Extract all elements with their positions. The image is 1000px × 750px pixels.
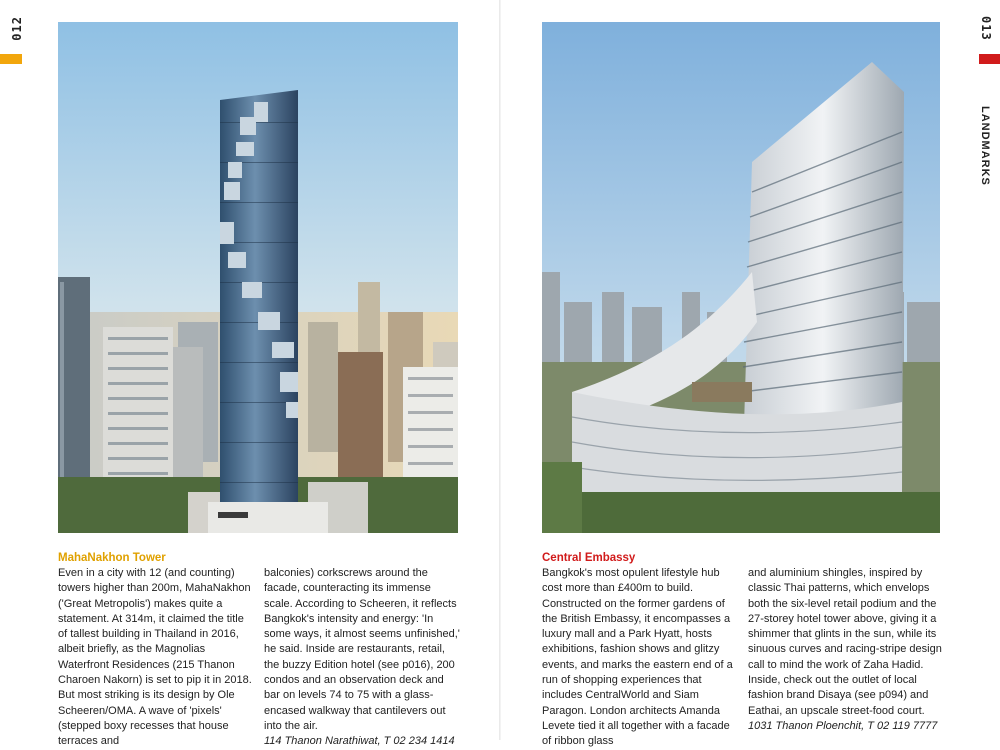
central-embassy-title: Central Embassy: [542, 552, 636, 564]
central-embassy-body-2: and aluminium shingles, inspired by classic Thai patterns, which envelops both the six-level retail podium and the 27-storey hotel tower above, giving it a shimmer that glints in the sun, while its sinuous curves and racing-stripe design call to mind the work of Zaha Hadid. Inside, check out the outlet of local fashion brand Disaya (see p094) and Eathai, an upscale street-food court.: [748, 567, 942, 717]
central-embassy-address: 1031 Thanon Ploenchit, T 02 119 7777: [748, 719, 938, 732]
mahanakhon-body-2: balconies) corkscrews around the facade, counteracting its immense scale. According to Scheeren, it reflects Bangkok's intensity and energy: 'In some ways, it almost seems unfinished,' he said. Inside are restaurants, retail, the buzzy Edition hotel (see p016), 200 condos and an observation deck and bar on levels 74 to 75 with a glass-encased walkway that cantilevers out into the air.: [264, 567, 460, 732]
mahanakhon-photo: [58, 22, 458, 533]
central-embassy-body-1: Bangkok's most opulent lifestyle hub cost more than £400m to build. Constructed on the former gardens of the British Embassy, it encompasses a luxury mall and a Park Hyatt, hosts exhibitions, fashion shows and glitzy events, and marks the eastern end of a run of shopping experiences that includes CentralWorld and Siam Paragon. London architects Amanda Levete tied it all together with a facade of ribbon glass: [542, 567, 733, 748]
central-embassy-column-1: [542, 566, 738, 750]
central-embassy-photo: [542, 22, 940, 533]
left-chapter-tab: [0, 54, 22, 64]
section-label: LANDMARKS: [979, 106, 991, 186]
mahanakhon-body-1: Even in a city with 12 (and counting) towers higher than 200m, MahaNakhon ('Great Metropolis') makes quite a statement. At 314m, it claimed the title of tallest building in Thailand in 2016, albeit briefly, as the Magnolias Waterfront Residences (215 Thanon Charoen Nakorn) is set to pip it in 2018. But most striking is its design by Ole Scheeren/OMA. A wave of 'pixels' (stepped boxy recesses that house terraces and: [58, 567, 252, 748]
right-chapter-tab: [979, 54, 1000, 64]
mahanakhon-column-2: [264, 566, 460, 750]
mahanakhon-address: 114 Thanon Narathiwat, T 02 234 1414: [264, 735, 455, 748]
right-page-number: 013: [979, 16, 993, 41]
left-page-number: 012: [10, 16, 24, 41]
central-embassy-column-2: [748, 566, 942, 734]
mahanakhon-column-1: [58, 566, 256, 750]
spread-gutter: [499, 0, 501, 740]
mahanakhon-title: MahaNakhon Tower: [58, 552, 166, 564]
